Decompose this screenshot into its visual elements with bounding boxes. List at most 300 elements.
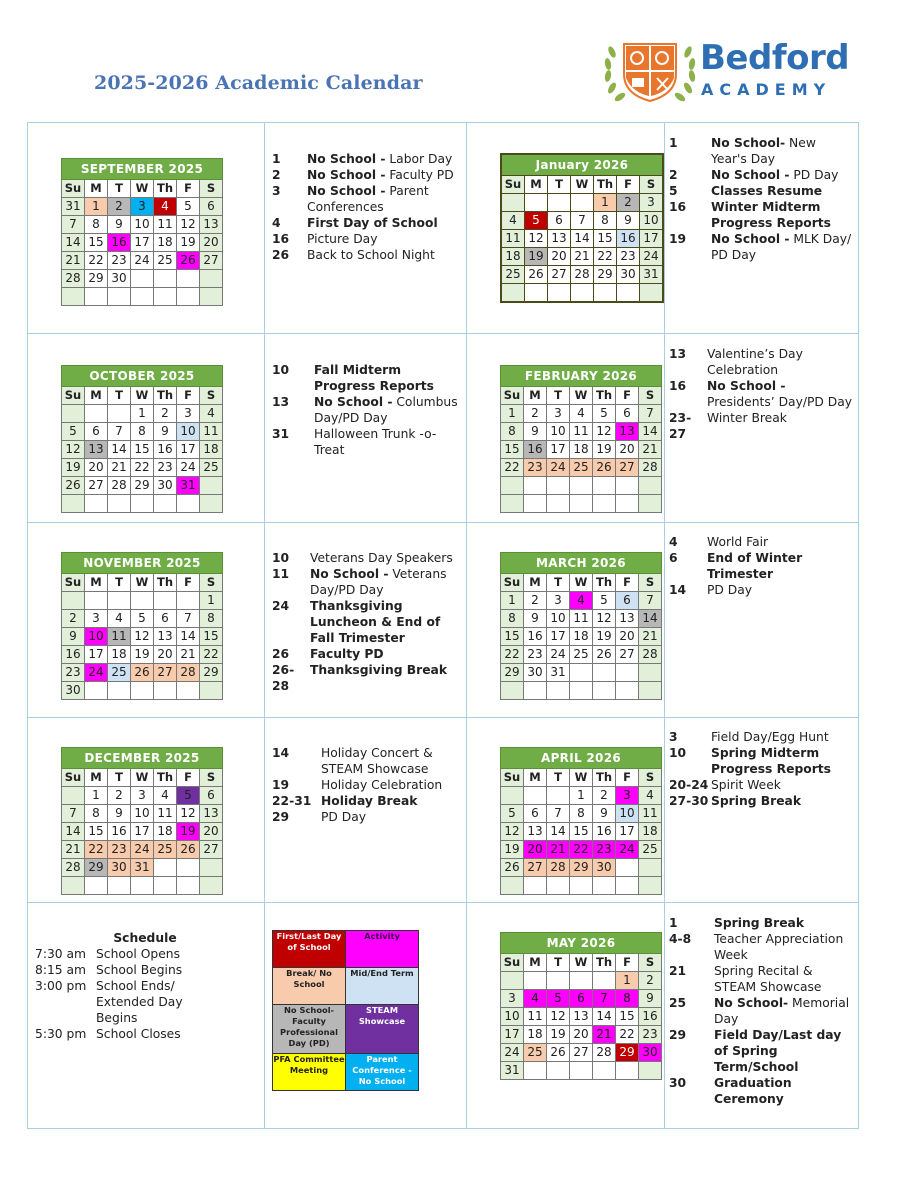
day-cell: 23 [524,459,547,477]
event-item [272,598,458,646]
day-cell: 11 [154,805,177,823]
day-cell: 1 [616,972,639,990]
day-cell: 26 [131,664,154,682]
event-text [711,199,855,231]
event-plain-text: Veterans Day Speakers [310,551,453,565]
event-date: 4 [272,216,281,230]
day-cell [616,477,639,495]
event-plain-text: PD Day [321,810,367,824]
day-cell: 8 [131,423,154,441]
weekday-label: T [547,769,570,787]
event-item [669,167,855,183]
day-cell: 2 [154,405,177,423]
day-cell: 8 [501,610,524,628]
day-cell [570,877,593,895]
week-row [62,495,223,513]
day-cell [200,270,223,288]
day-cell [639,1062,662,1080]
day-cell: 4 [639,787,662,805]
event-plain-text: Teacher Appreciation Week [714,932,844,962]
day-cell: 26 [62,477,85,495]
day-cell [85,682,108,700]
day-cell [547,972,570,990]
events-feb [669,346,855,442]
day-cell [593,664,616,682]
schedule-time: 5:30 pm [35,1027,87,1041]
day-cell: 10 [177,423,200,441]
day-cell [570,495,593,513]
day-cell [548,194,571,212]
day-cell [593,972,616,990]
event-text [711,793,855,809]
day-cell: 11 [524,1008,547,1026]
week-row [62,216,223,234]
event-item [272,809,458,825]
event-date: 4 [669,535,678,549]
event-date: 10 [272,551,290,565]
month-header-row [501,748,662,769]
event-item [669,915,855,931]
events-oct [272,362,458,458]
event-item [669,745,855,777]
day-cell: 27 [548,266,571,284]
day-cell [501,682,524,700]
day-cell: 17 [547,628,570,646]
month-header-row [501,366,662,387]
day-cell: 19 [131,646,154,664]
day-cell [570,682,593,700]
day-cell [177,877,200,895]
event-bold-text: No School- [711,136,786,150]
day-cell: 7 [177,610,200,628]
event-bold-text: Holiday Break [321,794,418,808]
weekday-label: Su [62,769,85,787]
cell-mar-calendar [467,523,665,718]
day-cell [547,787,570,805]
weekday-label: M [85,387,108,405]
day-cell: 8 [200,610,223,628]
weekday-label: W [570,954,593,972]
day-cell: 20 [616,441,639,459]
weekday-label: T [108,574,131,592]
day-cell: 3 [131,787,154,805]
events-nov [272,550,458,694]
week-row [501,823,662,841]
event-date: 19 [272,778,290,792]
event-date: 19 [669,232,687,246]
weekday-label: W [131,769,154,787]
event-date: 13 [669,347,687,361]
day-cell [571,284,594,303]
day-cell: 15 [85,823,108,841]
event-date: 26-28 [272,663,295,693]
legend-swatch: PFA Committee Meeting [273,1054,346,1091]
event-text [310,566,458,598]
day-cell: 10 [501,1008,524,1026]
event-date: 16 [272,232,290,246]
legend-row [273,1054,419,1091]
event-item [669,378,855,410]
event-text [307,215,458,231]
weekday-label: T [108,387,131,405]
event-date: 3 [669,730,678,744]
event-date: 25 [669,996,687,1010]
day-cell: 15 [501,628,524,646]
day-cell: 28 [639,646,662,664]
day-cell: 5 [131,610,154,628]
day-cell: 8 [85,216,108,234]
legend-swatch: No School-Faculty Professional Day (PD) [273,1005,346,1054]
day-cell: 25 [639,841,662,859]
day-cell: 18 [200,441,223,459]
day-cell: 5 [593,592,616,610]
legend-swatch: First/Last Day of School [273,931,346,968]
day-cell: 27 [616,459,639,477]
weekday-label: F [616,954,639,972]
weekday-label: Su [501,574,524,592]
weekday-label: F [177,180,200,198]
week-row [501,859,662,877]
day-cell [571,194,594,212]
weekday-label: Th [154,387,177,405]
day-cell: 27 [524,859,547,877]
day-cell: 15 [594,230,617,248]
day-cell [131,682,154,700]
event-date: 2 [272,168,281,182]
weekday-label: T [547,574,570,592]
week-row [62,405,223,423]
day-cell: 28 [639,459,662,477]
event-item [669,793,855,809]
day-cell: 15 [131,441,154,459]
day-cell: 19 [525,248,548,266]
month-name: NOVEMBER 2025 [62,553,223,574]
event-text [711,777,855,793]
event-plain-text: Back to School Night [307,248,435,262]
week-row [501,646,662,664]
day-cell: 20 [200,823,223,841]
event-text [707,550,855,582]
day-cell: 15 [570,823,593,841]
week-row [501,405,662,423]
week-row [62,477,223,495]
month-calendar-may [500,932,662,1080]
event-bold-text: No School - [310,567,389,581]
week-row [62,459,223,477]
day-cell: 14 [62,234,85,252]
day-cell: 3 [547,405,570,423]
weekday-label: M [85,769,108,787]
day-cell: 31 [131,859,154,877]
event-plain-text: Memorial Day [714,996,850,1026]
day-cell: 14 [571,230,594,248]
event-text [714,915,855,931]
week-row [501,1008,662,1026]
day-cell [547,877,570,895]
day-cell: 11 [200,423,223,441]
week-row [62,823,223,841]
day-cell: 1 [200,592,223,610]
event-bold-text: No School - [307,168,386,182]
day-cell [177,270,200,288]
day-cell: 28 [177,664,200,682]
day-cell: 27 [200,841,223,859]
event-item [669,729,855,745]
weekday-label: F [616,769,639,787]
cell-sep-calendar [28,123,265,334]
weekday-label: W [131,180,154,198]
event-plain-text: Labor Day [385,152,453,166]
week-row [501,266,663,284]
day-cell: 17 [547,441,570,459]
day-cell: 8 [594,212,617,230]
week-row [501,230,663,248]
day-cell: 13 [85,441,108,459]
weekday-label: Su [501,769,524,787]
day-cell [62,288,85,306]
event-bold-text: First Day of School [307,216,438,230]
day-cell: 21 [62,841,85,859]
event-item [669,995,855,1027]
event-text [307,183,458,215]
month-name: DECEMBER 2025 [62,748,223,769]
event-text [707,410,855,442]
event-item [272,215,458,231]
event-item [669,410,855,442]
day-cell [525,194,548,212]
cell-feb-events [665,334,859,523]
day-cell: 23 [593,841,616,859]
month-calendar-dec [61,747,223,895]
weekday-label: T [548,176,571,194]
day-cell: 17 [131,823,154,841]
day-cell: 28 [547,859,570,877]
day-cell [501,787,524,805]
day-cell: 16 [593,823,616,841]
schedule-time: 7:30 am [35,947,87,961]
day-cell [62,787,85,805]
week-row [62,234,223,252]
weekday-label: W [570,574,593,592]
day-cell: 17 [131,234,154,252]
day-cell: 27 [154,664,177,682]
event-item [272,793,458,809]
event-bold-text: No School - [707,379,786,393]
day-cell [200,288,223,306]
day-cell: 17 [640,230,664,248]
day-cell: 29 [131,477,154,495]
day-cell: 14 [108,441,131,459]
cell-nov-events [265,523,467,718]
day-cell [62,405,85,423]
week-row [62,805,223,823]
event-bold-text: No School- [714,996,789,1010]
event-plain-text: Winter Break [707,411,787,425]
event-text [714,1027,855,1075]
event-item [669,183,855,199]
page-title: 2025-2026 Academic Calendar [94,72,423,94]
day-cell: 7 [593,990,616,1008]
event-plain-text: Parent Conferences [307,184,429,214]
event-item [669,199,855,231]
event-text [714,931,855,963]
crest-icon [602,38,698,104]
legend-row [273,1005,419,1054]
day-cell [547,682,570,700]
day-cell: 21 [108,459,131,477]
day-cell: 30 [108,859,131,877]
day-cell: 3 [547,592,570,610]
day-cell: 5 [501,805,524,823]
cell-may-calendar [467,903,665,1129]
day-cell [501,194,525,212]
day-cell: 5 [177,198,200,216]
day-cell: 17 [616,823,639,841]
week-row [501,284,663,303]
day-cell: 20 [85,459,108,477]
weekday-label: Th [154,574,177,592]
schedule-label: School Begins [96,963,183,977]
weekday-header-row [62,769,223,787]
day-cell: 15 [616,1008,639,1026]
month-name: SEPTEMBER 2025 [62,159,223,180]
day-cell: 8 [616,990,639,1008]
day-cell: 21 [62,252,85,270]
day-cell [524,1062,547,1080]
day-cell: 20 [154,646,177,664]
day-cell [593,495,616,513]
event-item [272,777,458,793]
month-header-row [62,366,223,387]
day-cell: 28 [108,477,131,495]
day-cell [85,592,108,610]
day-cell: 18 [639,823,662,841]
weekday-label: F [177,574,200,592]
event-item [669,1027,855,1075]
event-text [714,995,855,1027]
day-cell: 30 [639,1044,662,1062]
event-item [272,362,458,394]
cell-dec-calendar [28,718,265,903]
event-bold-text: Faculty PD [310,647,384,661]
day-cell: 23 [62,664,85,682]
day-cell: 20 [524,841,547,859]
day-cell: 10 [547,610,570,628]
event-plain-text: PD Day [707,583,753,597]
weekday-label: Th [154,180,177,198]
color-legend [272,930,419,1091]
month-calendar-jan [500,153,664,303]
event-date: 11 [272,567,290,581]
day-cell [200,682,223,700]
day-cell: 29 [85,859,108,877]
weekday-label: W [570,769,593,787]
week-row [62,252,223,270]
day-cell: 21 [639,441,662,459]
day-cell [639,877,662,895]
day-cell: 23 [639,1026,662,1044]
day-cell [524,877,547,895]
day-cell: 30 [62,682,85,700]
day-cell: 14 [62,823,85,841]
day-cell: 10 [640,212,664,230]
event-text [310,550,458,566]
weekday-label: Th [593,387,616,405]
day-cell: 19 [62,459,85,477]
event-bold-text: Thanksgiving Luncheon & End of Fall Trimester [310,599,441,645]
day-cell [616,664,639,682]
event-plain-text: Halloween Trunk -o-Treat [314,427,437,457]
schedule-label: School Ends/ Extended Day Begins [96,979,183,1025]
day-cell [501,284,525,303]
day-cell: 30 [524,664,547,682]
event-plain-text: New Year's Day [711,136,816,166]
month-header-row [501,553,662,574]
day-cell: 23 [108,841,131,859]
weekday-header-row [501,387,662,405]
event-date: 3 [272,184,281,198]
day-cell: 16 [108,823,131,841]
day-cell: 25 [154,252,177,270]
week-row [501,592,662,610]
week-row [62,859,223,877]
event-text [711,231,855,263]
event-text [707,378,855,410]
event-text [711,167,855,183]
day-cell: 15 [501,441,524,459]
day-cell: 31 [547,664,570,682]
day-cell: 25 [570,646,593,664]
day-cell [154,270,177,288]
day-cell: 4 [108,610,131,628]
week-row [501,194,663,212]
event-plain-text: Picture Day [307,232,378,246]
cell-mar-events [665,523,859,718]
day-cell: 24 [85,664,108,682]
day-cell: 27 [200,252,223,270]
event-plain-text: Spring Recital & STEAM Showcase [714,964,822,994]
day-cell: 2 [108,787,131,805]
day-cell [639,859,662,877]
day-cell: 3 [640,194,664,212]
weekday-label: M [525,176,548,194]
cell-may-events [665,903,859,1129]
day-cell: 11 [108,628,131,646]
day-cell: 11 [639,805,662,823]
day-cell [177,495,200,513]
weekday-label: F [177,387,200,405]
school-logo [602,38,850,104]
day-cell [639,682,662,700]
day-cell [501,495,524,513]
schedule-time: 3:00 pm [35,979,87,993]
day-cell [177,859,200,877]
day-cell: 26 [547,1044,570,1062]
event-date: 26 [272,248,290,262]
day-cell: 18 [570,628,593,646]
day-cell [639,477,662,495]
day-cell: 27 [616,646,639,664]
weekday-label: F [177,769,200,787]
day-cell: 21 [571,248,594,266]
day-cell: 21 [593,1026,616,1044]
event-bold-text: Field Day/Last day of Spring Term/School [714,1028,842,1074]
day-cell: 27 [85,477,108,495]
day-cell: 22 [616,1026,639,1044]
day-cell [593,682,616,700]
month-header-row [62,553,223,574]
month-calendar-sep [61,158,223,306]
